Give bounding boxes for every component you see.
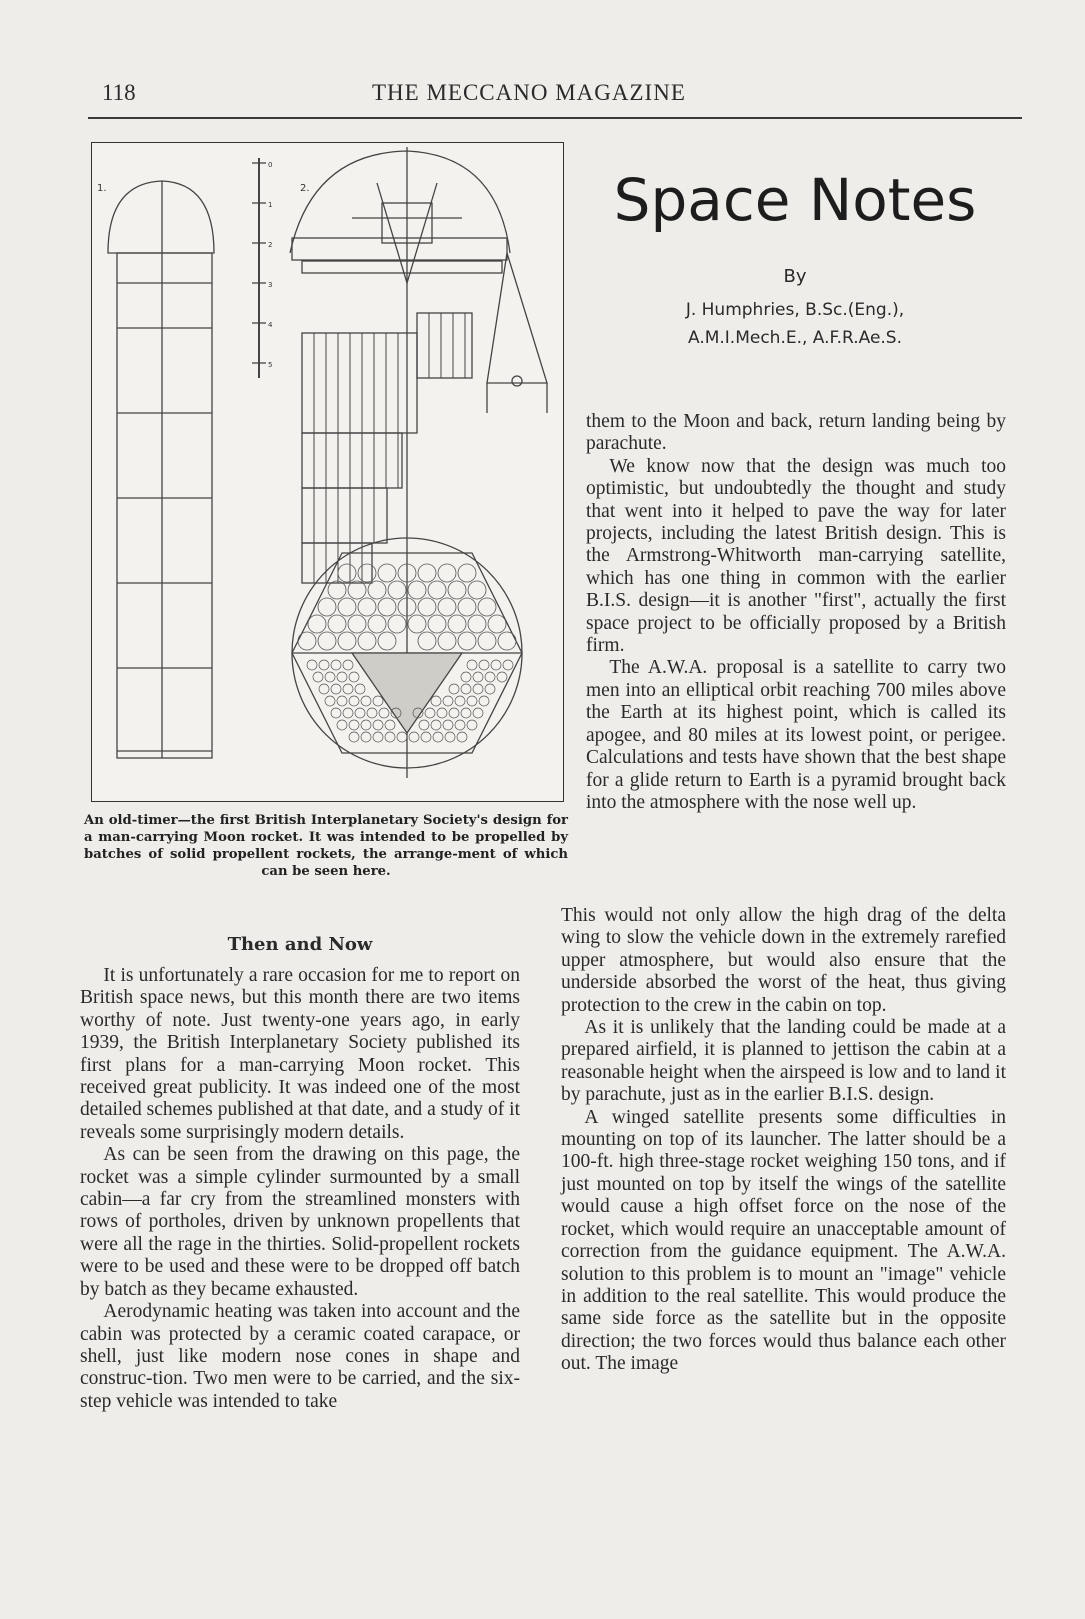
scale-label: 5	[268, 361, 273, 369]
rocket-diagram	[92, 143, 565, 803]
magazine-title: THE MECCANO MAGAZINE	[372, 80, 686, 105]
scale-label: 2	[268, 241, 273, 249]
paragraph: The A.W.A. proposal is a satellite to carry two men into an elliptical orbit reaching 700 miles above the Earth at its highest point, which is called its apogee, and 80 miles at its lowest point, or perigee. Calculations and tests have shown that the best shape for a glide return to Earth is a pyramid brought back into the atmosphere with the nose well up.	[586, 657, 1006, 813]
rocket-cylinder	[117, 253, 212, 758]
scale-label: 1	[268, 201, 273, 209]
figure-label-1: 1.	[97, 183, 107, 194]
figure-caption: An old-timer—the first British Interplanetary Society's design for a man-carrying Moon rocket. It was intended to be propelled by batches of solid propellent rockets, the arrange-ment of which can be seen here.	[84, 813, 568, 879]
rocket-drawing-figure	[91, 142, 564, 802]
paragraph: As can be seen from the drawing on this page, the rocket was a simple cylinder surmounted by a small cabin—a far cry from the streamlined monsters with rows of portholes, driven by unknown propellents that were all the rage in the thirties. Solid-propellent rockets were to be used and these were to be dropped off batch by batch as they became exhausted.	[80, 1144, 520, 1300]
scale-label: 0	[268, 161, 273, 169]
header-rule	[88, 117, 1022, 119]
scale-label: 4	[268, 321, 273, 329]
author-line-2: A.M.I.Mech.E., A.F.R.Ae.S.	[687, 328, 902, 348]
byline-by: By	[783, 266, 807, 287]
right-column-lower-text	[561, 905, 1006, 1376]
paragraph: Aerodynamic heating was taken into account and the cabin was protected by a ceramic coated carapace, or shell, just like modern nose cones in shape and construc-tion. Two men were to be carried, and the six-step vehicle was intended to take	[80, 1301, 520, 1412]
paragraph: them to the Moon and back, return landing being by parachute.	[586, 411, 1006, 455]
section-subheading: Then and Now	[227, 934, 373, 955]
paragraph: We know now that the design was much too optimistic, but undoubtedly the thought and study that went into it helped to pave the way for later projects, including the latest British design. This is the Armstrong-Whitworth man-carrying satellite, which has one thing in common with the earlier B.I.S. design—it is another "first", actually the first space project to be officially proposed by a British firm.	[586, 455, 1006, 657]
paragraph: As it is unlikely that the landing could be made at a prepared airfield, it is planned to jettison the cabin at a reasonable height when the airspeed is low and to land it by parachute, just as in the earlier B.I.S. design.	[561, 1017, 1006, 1106]
paragraph: It is unfortunately a rare occasion for me to report on British space news, but this month there are two items worthy of note. Just twenty-one years ago, in early 1939, the British Interplanetary Society published its first plans for a man-carrying Moon rocket. This received great publicity. It was indeed one of the most detailed schemes published at that date, and a study of it reveals some surprisingly modern details.	[80, 965, 520, 1143]
author-credits	[600, 296, 990, 352]
scale-label: 3	[268, 281, 273, 289]
author-line-1: J. Humphries, B.Sc.(Eng.),	[685, 300, 905, 320]
right-column-upper-text	[586, 411, 1006, 814]
paragraph: A winged satellite presents some difficulties in mounting on top of its launcher. The latter should be a 100-ft. high three-stage rocket weighing 150 tons, and if just mounted on top by itself the wings of the satellite would cause a high offset force on the nose of the rocket, which would require an unacceptable amount of correction from the guidance equipment. The A.W.A. solution to this problem is to mount an "image" vehicle in addition to the real satellite. This would produce the same side force as the satellite but in the opposite direction; the two forces would thus balance each other out. The image	[561, 1106, 1006, 1375]
left-column-text	[80, 965, 520, 1413]
figure-label-2: 2.	[300, 183, 310, 194]
paragraph: This would not only allow the high drag of the delta wing to slow the vehicle down in the extremely rarefied upper atmosphere, but would also ensure that the underside absorbed the worst of the heat, thus giving protection to the crew in the cabin on top.	[561, 905, 1006, 1016]
page-number: 118	[102, 80, 136, 105]
article-title: Space Notes	[613, 166, 977, 234]
cabin-dome	[108, 181, 214, 253]
